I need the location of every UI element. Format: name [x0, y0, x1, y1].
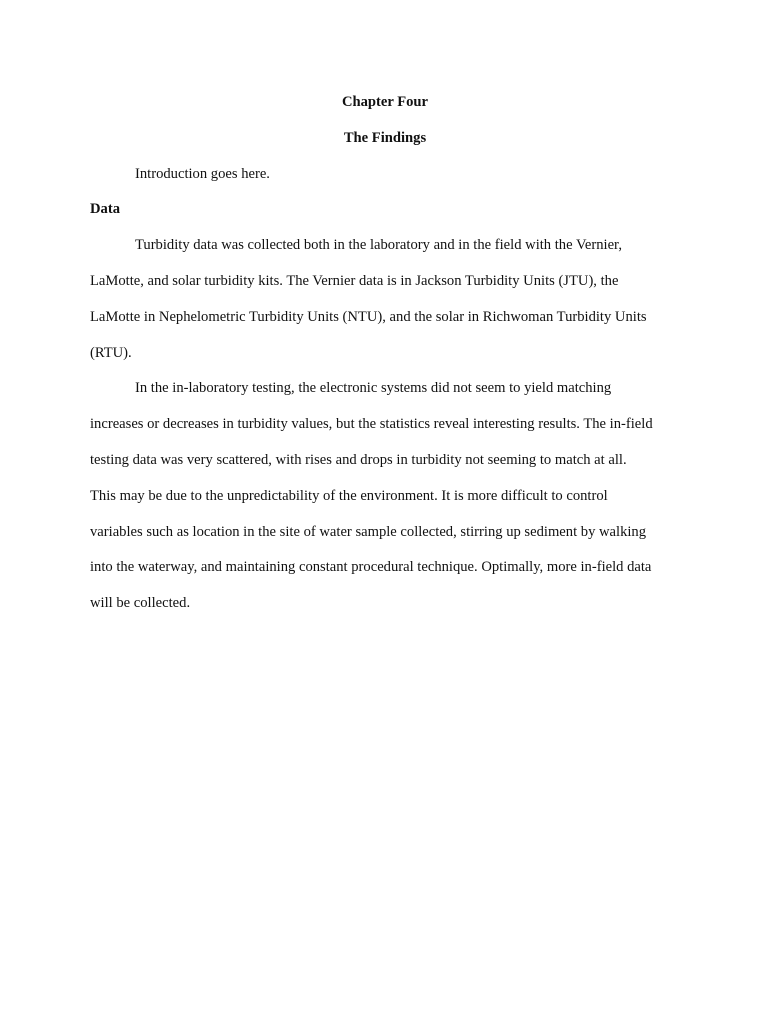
paragraph-line: Turbidity data was collected both in the laboratory and in the field with the Vernier,: [135, 237, 622, 254]
paragraph-turbidity-collection: [90, 228, 680, 371]
paragraph-line: variables such as location in the site of water sample collected, stirring up sediment by walking: [90, 523, 647, 540]
document-body: [90, 85, 680, 622]
data-subheading: Data: [90, 201, 120, 218]
paragraph-line: testing data was very scattered, with rises and drops in turbidity not seeming to match at all.: [90, 451, 627, 468]
paragraph-line: (RTU).: [90, 344, 132, 361]
paragraph-testing-results: [90, 371, 680, 622]
intro-paragraph: Introduction goes here.: [135, 165, 270, 182]
chapter-title: Chapter Four: [341, 94, 429, 110]
paragraph-line: increases or decreases in turbidity values, but the statistics reveal interesting results. The in-field: [90, 416, 653, 433]
paragraph-line: In the in-laboratory testing, the electronic systems did not seem to yield matching: [135, 380, 612, 397]
paragraph-line: LaMotte, and solar turbidity kits. The Vernier data is in Jackson Turbidity Units (JTU), the: [90, 272, 619, 289]
paragraph-line: LaMotte in Nephelometric Turbidity Units (NTU), and the solar in Richwoman Turbidity Units: [90, 308, 647, 325]
paragraph-line: This may be due to the unpredictability of the environment. It is more difficult to control: [90, 487, 608, 504]
paragraph-line: into the waterway, and maintaining constant procedural technique. Optimally, more in-field data: [90, 559, 652, 576]
paragraph-line: will be collected.: [90, 595, 191, 612]
section-title: The Findings: [343, 129, 427, 146]
